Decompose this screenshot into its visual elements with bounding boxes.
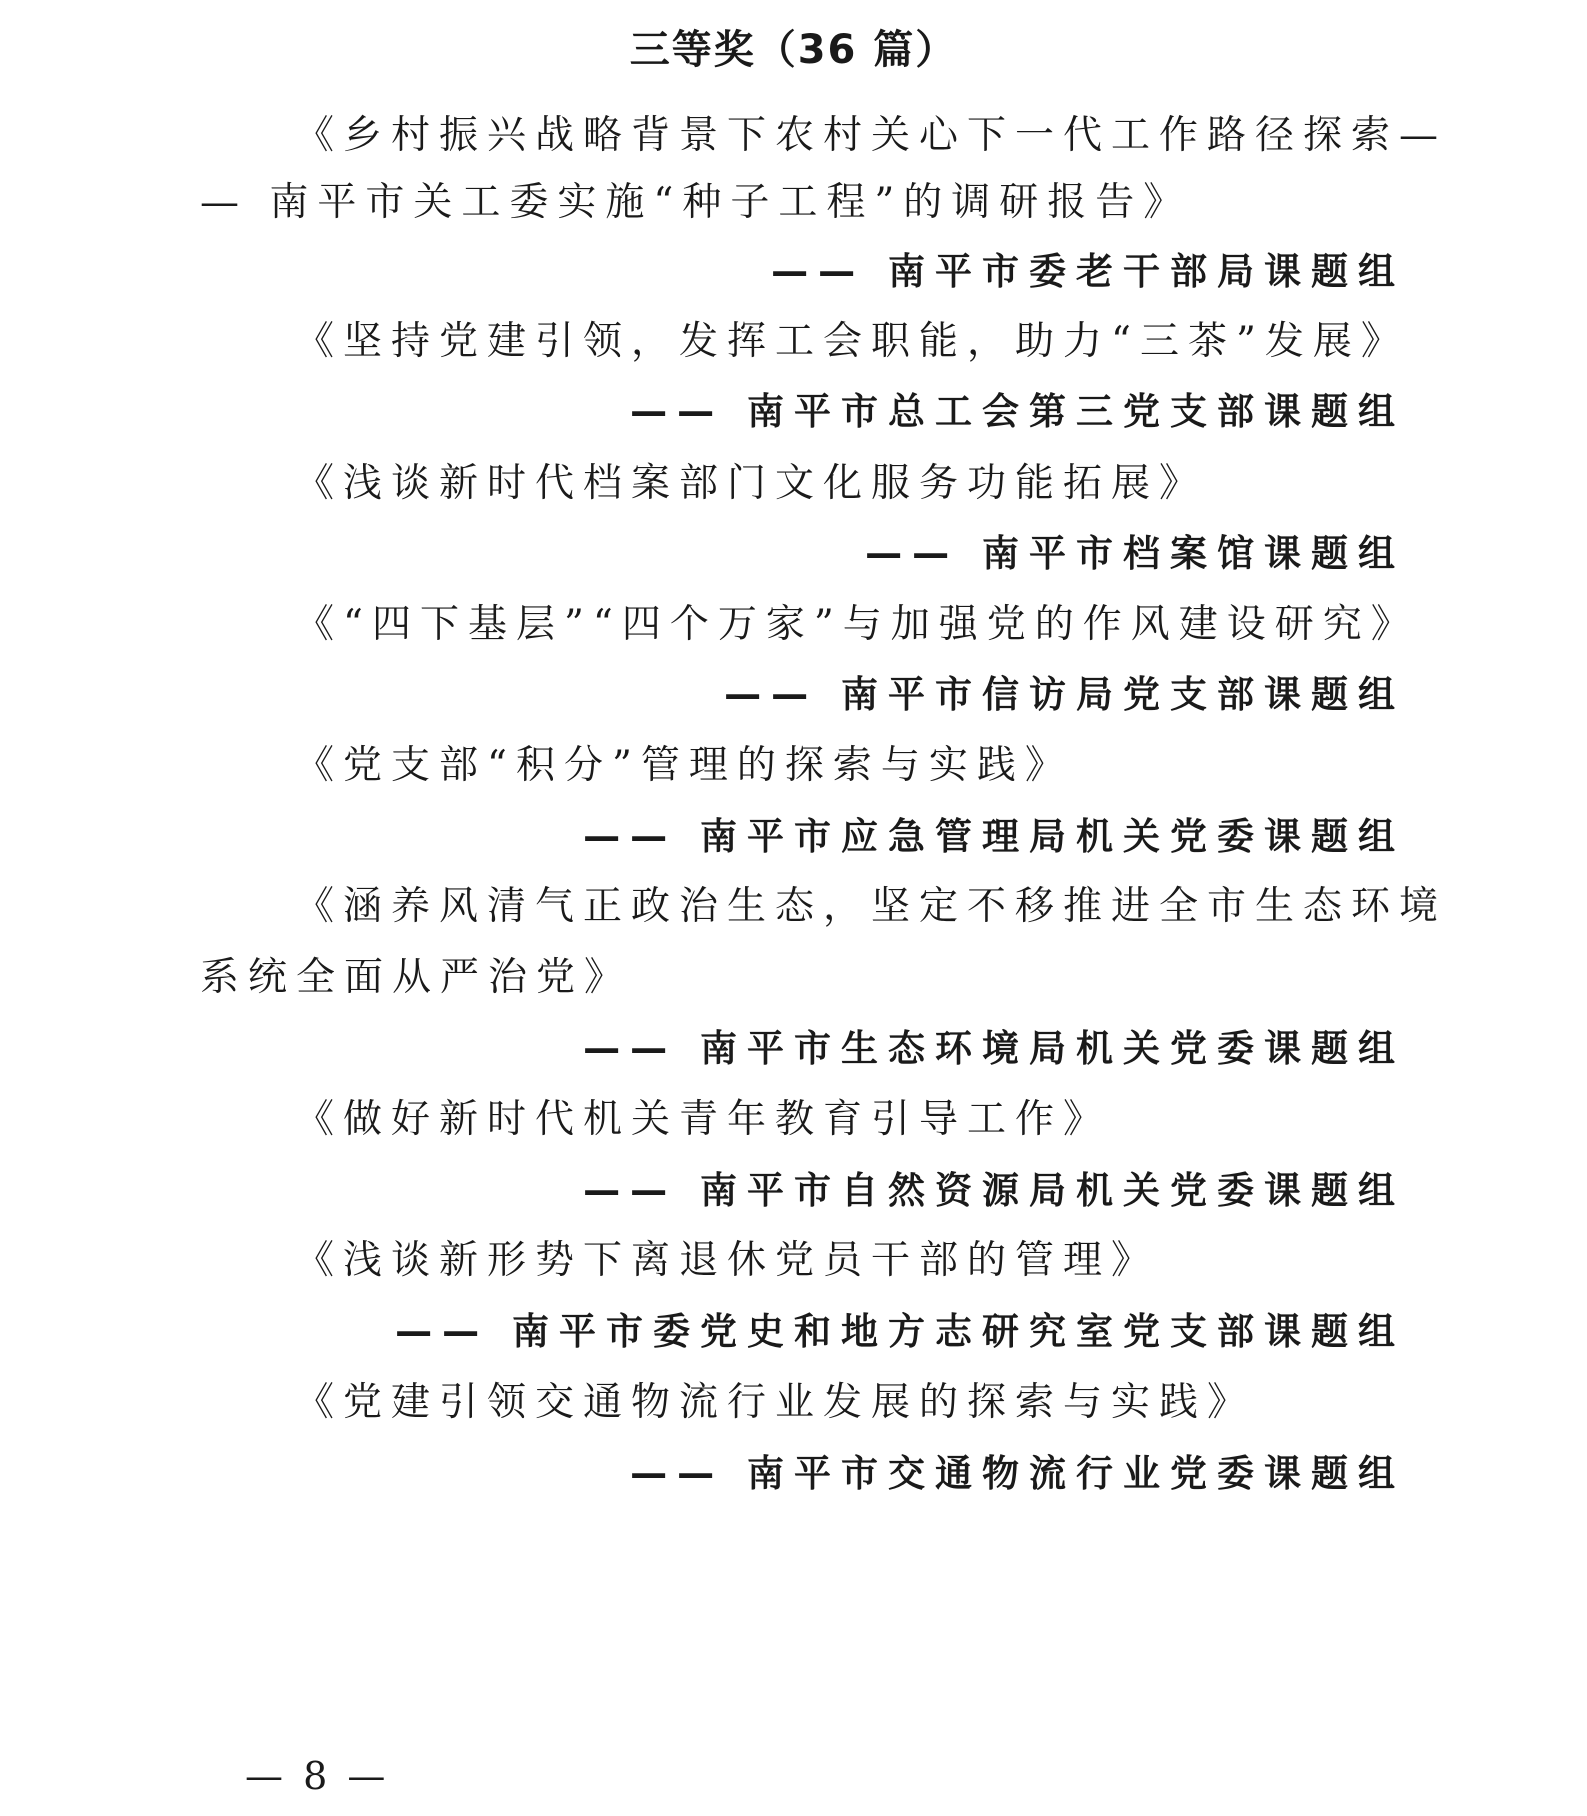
entry-author — [200, 384, 1405, 440]
entry-author — [200, 1021, 1405, 1077]
entry-title: 《浅谈新时代档案部门文化服务功能拓展》 — [295, 461, 1208, 506]
entry-author-text: —— 南平市委老干部局课题组 — [771, 250, 1405, 293]
entry-author-text: —— 南平市交通物流行业党委课题组 — [630, 1452, 1405, 1495]
entry-author — [200, 1446, 1405, 1502]
entry-author-text: —— 南平市档案馆课题组 — [865, 532, 1405, 575]
entry-author-text: —— 南平市应急管理局机关党委课题组 — [583, 815, 1405, 858]
entry-author — [200, 1304, 1405, 1360]
entry-author — [200, 526, 1405, 582]
entry-author-text: —— 南平市生态环境局机关党委课题组 — [583, 1027, 1405, 1070]
section-heading: 三等奖（36 篇） — [629, 27, 958, 73]
entry-title: 《“四下基层”“四个万家”与加强党的作风建设研究》 — [295, 602, 1419, 647]
entry-title-continued: 系统全面从严治党》 — [200, 955, 633, 1000]
page-number: — 8 — — [245, 1754, 390, 1798]
entry-author-text: —— 南平市自然资源局机关党委课题组 — [583, 1169, 1405, 1212]
entry-author — [200, 244, 1405, 300]
entry-title: 《浅谈新形势下离退休党员干部的管理》 — [295, 1238, 1160, 1283]
entry-title: 《坚持党建引领，发挥工会职能，助力“三茶”发展》 — [295, 319, 1409, 364]
entry-title: 《党支部“积分”管理的探索与实践》 — [295, 743, 1073, 788]
entry-title: 《党建引领交通物流行业发展的探索与实践》 — [295, 1380, 1256, 1425]
entry-title: 《乡村振兴战略背景下农村关心下一代工作路径探索— — [295, 113, 1448, 158]
entry-author-text: —— 南平市总工会第三党支部课题组 — [630, 390, 1405, 433]
entry-title-continued: — 南平市关工委实施“种子工程”的调研报告》 — [200, 180, 1192, 225]
entry-title: 《涵养风清气正政治生态，坚定不移推进全市生态环境 — [295, 884, 1448, 929]
entry-author — [200, 667, 1405, 723]
entry-author-text: —— 南平市信访局党支部课题组 — [724, 673, 1405, 716]
entry-title: 《做好新时代机关青年教育引导工作》 — [295, 1097, 1112, 1142]
entry-author-text: —— 南平市委党史和地方志研究室党支部课题组 — [395, 1310, 1405, 1353]
entry-author — [200, 1163, 1405, 1219]
entry-author — [200, 809, 1405, 865]
